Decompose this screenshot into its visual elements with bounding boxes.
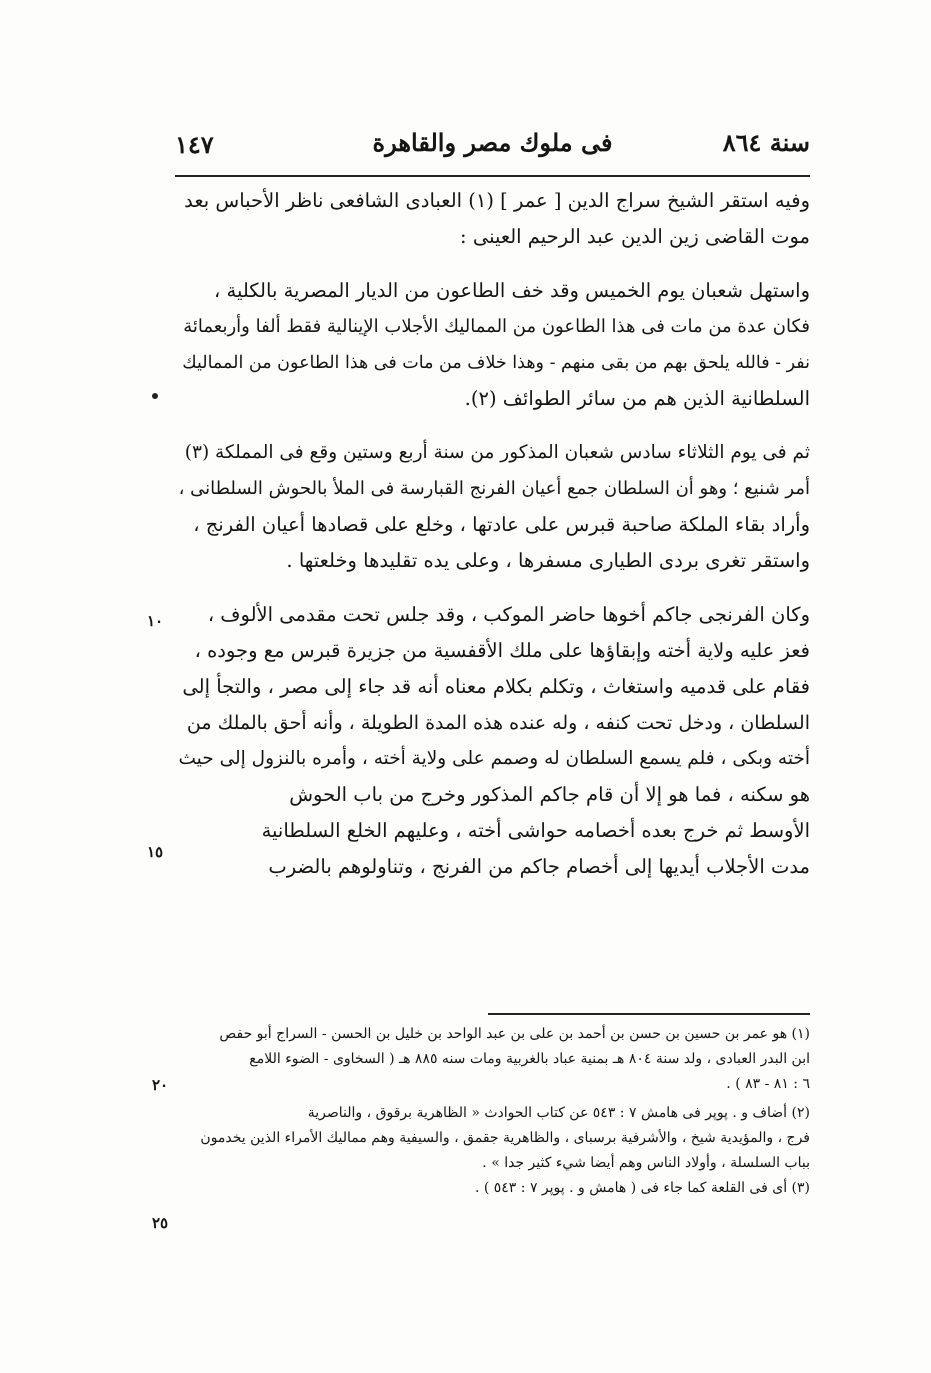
- footnote-line: (١) هو عمر بن حسين بن حسن بن أحمد بن على بن عبد الواحد بن خليل بن الحسن - السراج أبو حفص: [219, 1026, 810, 1042]
- text-line: موت القاضى زين الدين عبد الرحيم العينى :: [460, 225, 810, 248]
- text-line: السلطانية الذين هم من سائر الطوائف (٢).: [464, 387, 810, 410]
- text-line: أخته وبكى ، فلم يسمع السلطان له وصمم على ولاية أخته ، وأمره بالنزول إلى حيث: [178, 748, 810, 769]
- paragraph-3: [175, 435, 810, 579]
- text-line: واستهل شعبان يوم الخميس وقد خف الطاعون من الديار المصرية بالكلية ،: [214, 279, 810, 302]
- line-number-25: ٢٥: [152, 1214, 169, 1232]
- text-line: نفر - فالله يلحق بهم من بقى منهم - وهذا خلاف من مات فى هذا الطاعون من المماليك: [182, 353, 810, 373]
- text-line: وفيه استقر الشيخ سراج الدين [ عمر ] (١) العبادى الشافعى ناظر الأحباس بعد: [184, 189, 810, 212]
- text-line: الأوسط ثم خرج بعده أخصامه حواشى أخته ، وعليهم الخلع السلطانية: [261, 819, 810, 842]
- text-line: فكان عدة من مات فى هذا الطاعون من المماليك الأجلاب الإينالية فقط ألفا وأربعمائة: [183, 316, 810, 337]
- footnote-line: فرج ، والمؤيدية شيخ ، والأشرفية برسباى ، والظاهرية جقمق ، والسيفية وهم مماليك الأمراء الذين يخدمون: [200, 1130, 810, 1146]
- text-line: وأراد بقاء الملكة صاحبة قبرس على عادتها ، وخلع على قصادها أعيان الفرنج ،: [193, 513, 810, 536]
- footnote-line: ابن البدر العبادى ، ولد سنة ٨٠٤ هـ بمنية عباد بالغربية ومات سنه ٨٨٥ هـ ( السخاوى - الضوء اللامع: [249, 1051, 810, 1067]
- text-line: ثم فى يوم الثلاثاء سادس شعبان المذكور من سنة أربع وستين وقع فى المملكة (٣): [184, 442, 810, 463]
- footnote-line: (٢) أضاف و . پوپر فى هامش ٧ : ٥٤٣ عن كتاب الحوادث « الظاهرية برقوق ، والناصرية: [307, 1105, 810, 1121]
- footnote-line: ٦ : ٨١ - ٨٣ ) .: [726, 1076, 810, 1092]
- header-title: فى ملوك مصر والقاهرة: [372, 128, 613, 157]
- text-line: هو سكنه ، فما هو إلا أن قام جاكم المذكور وخرج من باب الحوش: [289, 783, 810, 806]
- footnote-1: [175, 1022, 810, 1097]
- margin-mark: [152, 393, 158, 399]
- text-line: أمر شنيع ؛ وهو أن السلطان جمع أعيان الفرنج القبارسة فى الملأ بالحوش السلطانى ،: [178, 478, 810, 499]
- line-number-10: ١٠: [147, 612, 164, 630]
- header-year: سنة ٨٦٤: [722, 128, 810, 157]
- footnotes: [175, 1022, 810, 1201]
- page-number: ١٤٧: [175, 130, 214, 159]
- running-header: [175, 124, 810, 170]
- footnote-line: (٣) أى فى القلعة كما جاء فى ( هامش و . پوپر ٧ : ٥٤٣ ) .: [474, 1180, 810, 1196]
- text-line: مدت الأجلاب أيديها إلى أخصام جاكم من الفرنج ، وتناولوهم بالضرب: [268, 855, 810, 878]
- paragraph-4: [175, 597, 810, 885]
- footnote-line: بباب السلسلة ، وأولاد الناس وهم أيضا شيء كثير جدا » .: [482, 1155, 810, 1171]
- main-text: [175, 183, 810, 903]
- line-number-20: ٢٠: [152, 1076, 169, 1094]
- text-line: فقام على قدميه واستغاث ، وتكلم بكلام معناه أنه قد جاء إلى مصر ، والتجأ إلى: [182, 675, 810, 698]
- footnote-2: [175, 1101, 810, 1176]
- text-line: فعز عليه ولاية أخته وإبقاؤها على ملك الأقفسية من جزيرة قبرس مع وجوده ،: [194, 639, 810, 662]
- header-rule: [175, 175, 810, 177]
- paragraph-1: [175, 183, 810, 255]
- text-line: السلطان ، ودخل تحت كنفه ، وله عنده هذه المدة الطويلة ، وأنه أحق بالملك من: [186, 712, 810, 734]
- footnote-rule: [488, 1013, 810, 1015]
- text-line: وكان الفرنجى جاكم أخوها حاضر الموكب ، وقد جلس تحت مقدمى الألوف ،: [207, 603, 810, 626]
- text-line: واستقر تغرى بردى الطيارى مسفرها ، وعلى يده تقليدها وخلعتها .: [286, 549, 810, 572]
- footnote-3: [175, 1176, 810, 1201]
- line-number-15: ١٥: [147, 843, 164, 861]
- paragraph-2: [175, 273, 810, 417]
